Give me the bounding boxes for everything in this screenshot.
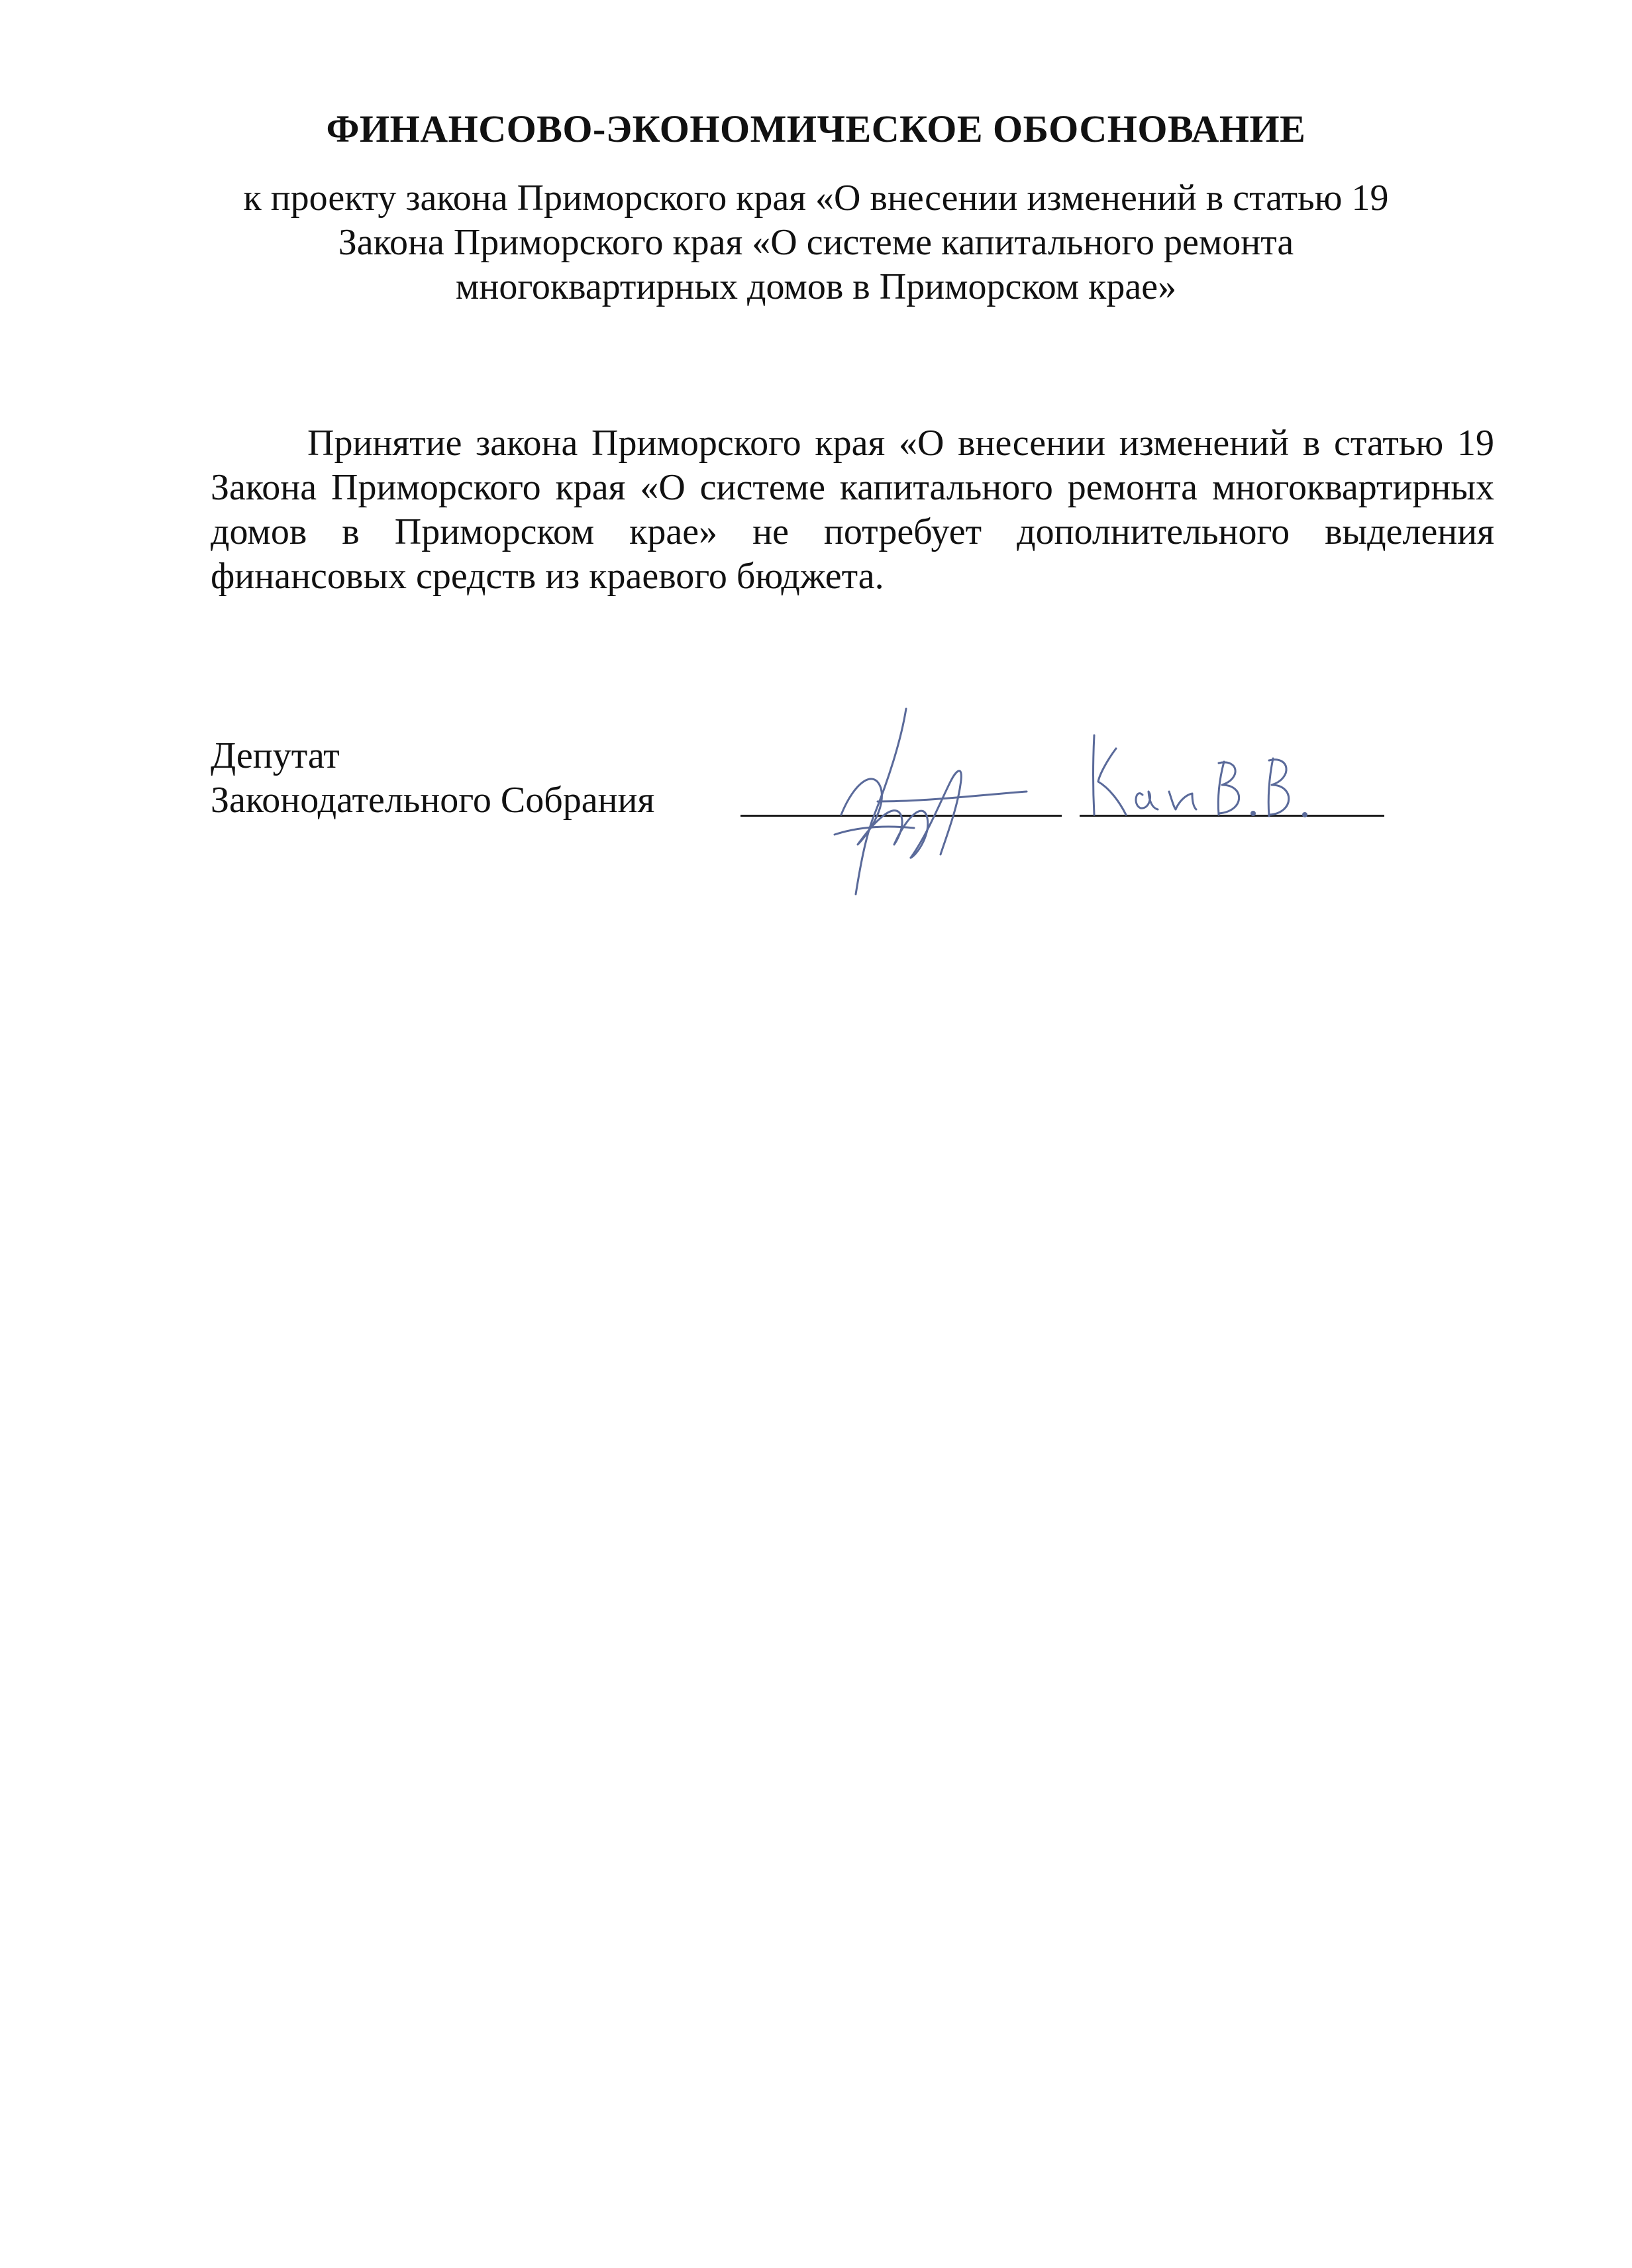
subtitle-line: к проекту закона Приморского края «О внесении изменений в статью 19	[243, 178, 1389, 219]
handwritten-signature	[795, 702, 1033, 901]
handwritten-name-initials	[1080, 722, 1345, 828]
subtitle-line: Закона Приморского края «О системе капитального ремонта	[338, 222, 1294, 263]
body-line: Закона Приморского края «О системе капитального ремонта многоквартирных	[211, 467, 1494, 508]
body-paragraph	[211, 421, 1494, 599]
signatory-role-line: Законодательного Собрания	[211, 780, 655, 821]
body-line: Принятие закона Приморского края «О внесении изменений в статью 19	[307, 423, 1494, 464]
document-title: ФИНАНСОВО-ЭКОНОМИЧЕСКОЕ ОБОСНОВАНИЕ	[326, 107, 1306, 150]
body-line: домов в Приморском крае» не потребует дополнительного выделения	[211, 511, 1494, 552]
body-line: финансовых средств из краевого бюджета.	[211, 556, 884, 597]
document-subtitle	[199, 176, 1433, 309]
signatory-title	[211, 734, 654, 823]
subtitle-line: многоквартирных домов в Приморском крае»	[455, 266, 1177, 307]
signatory-role-line: Депутат	[211, 735, 340, 776]
